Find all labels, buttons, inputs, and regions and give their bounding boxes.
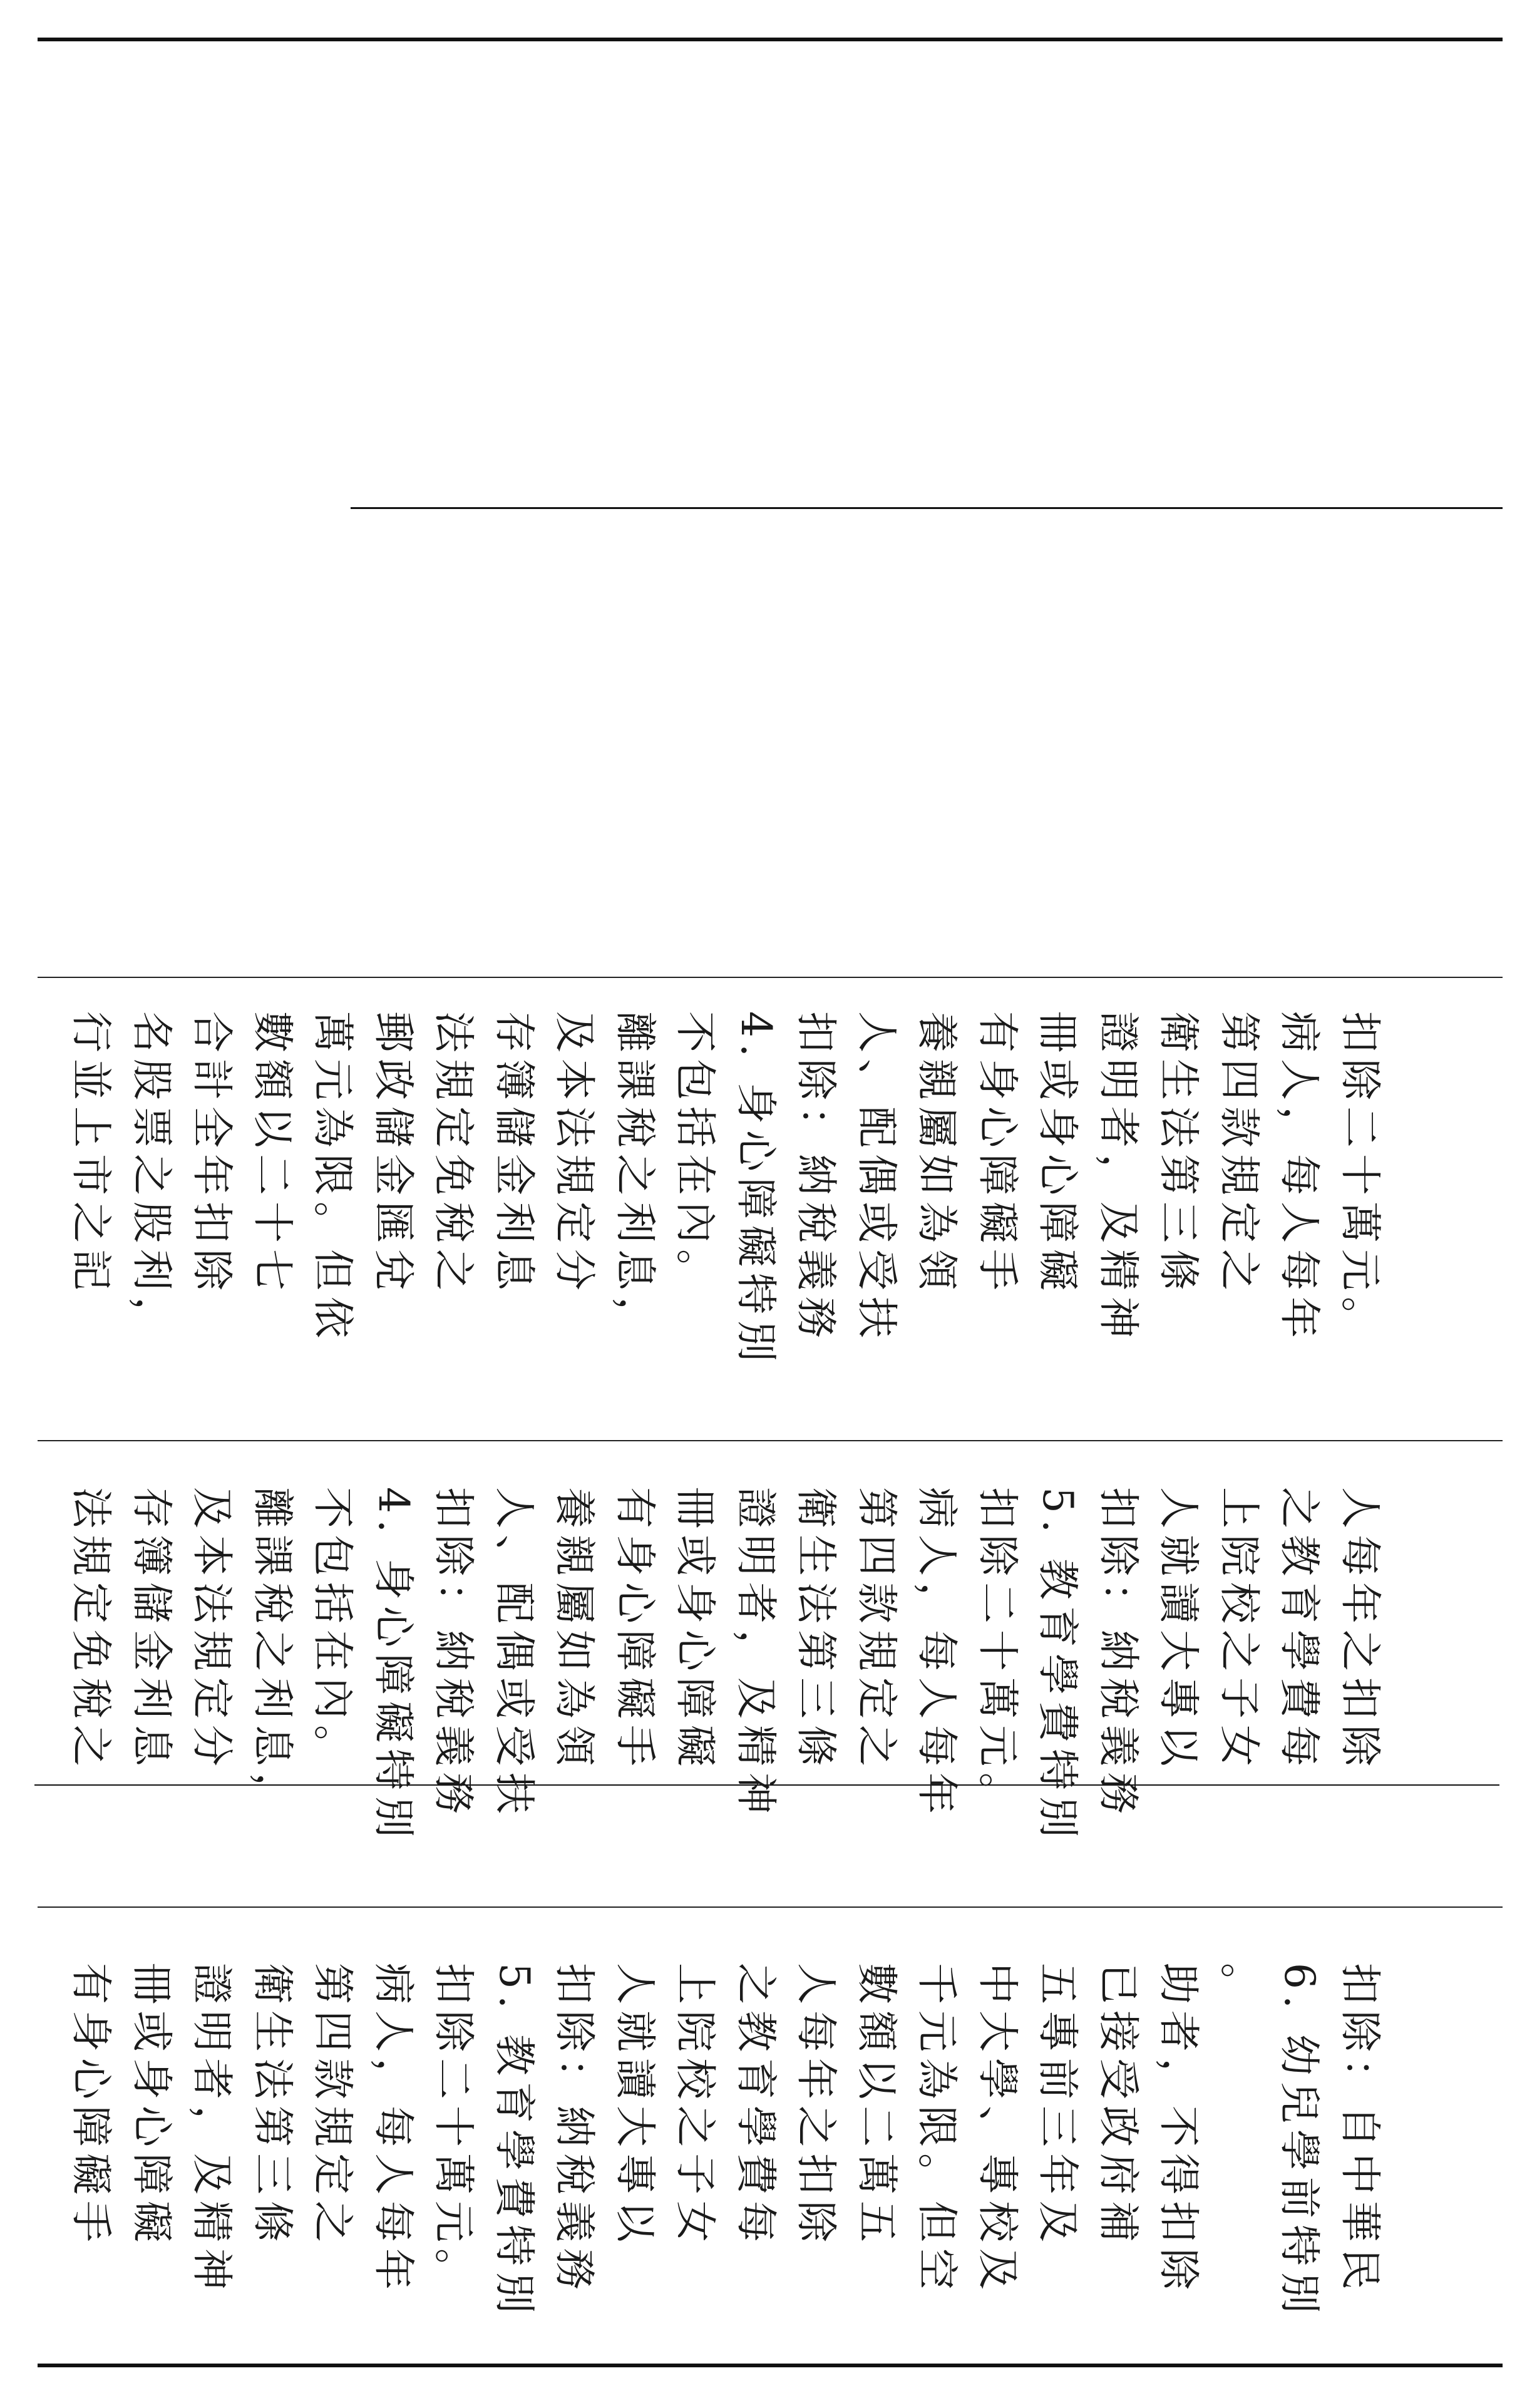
text-line: 5. 教育學費特別 bbox=[490, 1963, 538, 2320]
text-line: 扣除二十萬元。 bbox=[973, 1487, 1022, 1820]
text-line: 及本法規定分 bbox=[188, 1487, 236, 1773]
text-line: 上院校之子女 bbox=[671, 1963, 719, 2248]
text-line: 冊或身心障礙 bbox=[1034, 1011, 1082, 1297]
text-line: 已接受政府補 bbox=[1094, 1963, 1143, 2248]
text-line: 不包括在內。 bbox=[671, 1011, 719, 1297]
text-line: 離課稅之利息， bbox=[248, 1487, 297, 1820]
block-rule-top bbox=[38, 977, 1503, 978]
block-rule-bottom bbox=[38, 1906, 1503, 1908]
text-line: 衛生法第三條 bbox=[248, 1963, 297, 2248]
text-line: 扣除：納稅義務 bbox=[1094, 1487, 1143, 1820]
text-line: 郵政儲金匯兌 bbox=[369, 1011, 418, 1297]
text-line: 法規定免稅之 bbox=[67, 1487, 115, 1773]
text-line: 助者，不得扣除 bbox=[1154, 1963, 1203, 2296]
text-line: 人每年之扣除 bbox=[1335, 1487, 1384, 1773]
text-line: 存簿儲金利息 bbox=[490, 1011, 538, 1297]
text-line: 有身心障礙手 bbox=[610, 1487, 659, 1773]
text-line: 有身心障礙手 bbox=[973, 1011, 1022, 1297]
text-line: 存簿儲金利息 bbox=[127, 1487, 176, 1773]
text-line: 第四款規定之 bbox=[309, 1963, 357, 2248]
text-line: 人就讀大專以 bbox=[610, 1963, 659, 2248]
text-line: 冊或身心障礙 bbox=[671, 1487, 719, 1773]
text-line: 千元為限。但空 bbox=[913, 1963, 961, 2296]
text-line: 數額以二萬五 bbox=[852, 1963, 901, 2248]
text-line: 人就讀大專以 bbox=[1154, 1487, 1203, 1773]
text-line: 不包括在內。 bbox=[309, 1487, 357, 1773]
text-line: 人、配偶或受扶 bbox=[852, 1011, 901, 1344]
text-line: 證明者，及精神 bbox=[1094, 1011, 1143, 1344]
text-line: 上院校之子女 bbox=[1215, 1487, 1263, 1773]
text-line: 4. 身心障礙特別 bbox=[731, 1011, 780, 1368]
text-line: 6. 幼兒學前特別 bbox=[1275, 1963, 1324, 2320]
text-line: 合計全年扣除 bbox=[188, 1011, 236, 1297]
text-line: 養親屬如為領 bbox=[550, 1487, 599, 1773]
text-line: 衛生法第三條 bbox=[1154, 1011, 1203, 1297]
text-line: 扣除：自中華民 bbox=[1335, 1963, 1384, 2296]
text-line: 法規定免稅之 bbox=[429, 1011, 478, 1297]
text-line: 有身心障礙手 bbox=[67, 1963, 115, 2248]
text-line: 證明者，及精神 bbox=[731, 1487, 780, 1820]
text-line: 衛生法第三條 bbox=[792, 1487, 840, 1773]
text-line: 中大學、專校及 bbox=[973, 1963, 1022, 2296]
text-line: 第四款規定之 bbox=[1215, 1011, 1263, 1297]
text-line: 之教育學費每 bbox=[731, 1963, 780, 2248]
text-line: 名股票之股利， bbox=[127, 1011, 176, 1344]
text-line: 病人，每人每年 bbox=[913, 1487, 961, 1820]
text-line: 人、配偶或受扶 bbox=[490, 1487, 538, 1820]
text-line: 及本法規定分 bbox=[550, 1011, 599, 1297]
text-line: 證明者，及精神 bbox=[188, 1963, 236, 2296]
text-line: 扣除：納稅義務 bbox=[792, 1011, 840, 1344]
text-line: 病人，每人每年 bbox=[1275, 1011, 1324, 1344]
text-line: 扣除：納稅義務 bbox=[550, 1963, 599, 2296]
text-line: 離課稅之利息， bbox=[610, 1011, 659, 1344]
text-line: 萬元為限。但依 bbox=[309, 1011, 357, 1344]
text-line: 4. 身心障礙特別 bbox=[369, 1487, 418, 1844]
text-line: 扣除二十萬元。 bbox=[1335, 1011, 1384, 1344]
text-line: 病人，每人每年 bbox=[369, 1963, 418, 2296]
text-line: 數額以二十七 bbox=[248, 1011, 297, 1297]
text-line: 之教育學費每 bbox=[1275, 1487, 1324, 1773]
text-line: 第四款規定之 bbox=[852, 1487, 901, 1773]
block-rule-middle bbox=[38, 1440, 1503, 1441]
text-line: 5. 教育學費特別 bbox=[1034, 1487, 1082, 1844]
text-line: 。 bbox=[1215, 1963, 1263, 2010]
text-line: 冊或身心障礙 bbox=[127, 1963, 176, 2248]
text-line: 扣除：納稅義務 bbox=[429, 1487, 478, 1820]
text-line: 扣除二十萬元。 bbox=[429, 1963, 478, 2296]
text-line: 養親屬如為領 bbox=[913, 1011, 961, 1297]
text-line: 五專前三年及 bbox=[1034, 1963, 1082, 2248]
text-line: 行並上市之記 bbox=[67, 1011, 115, 1297]
text-line: 人每年之扣除 bbox=[792, 1963, 840, 2248]
